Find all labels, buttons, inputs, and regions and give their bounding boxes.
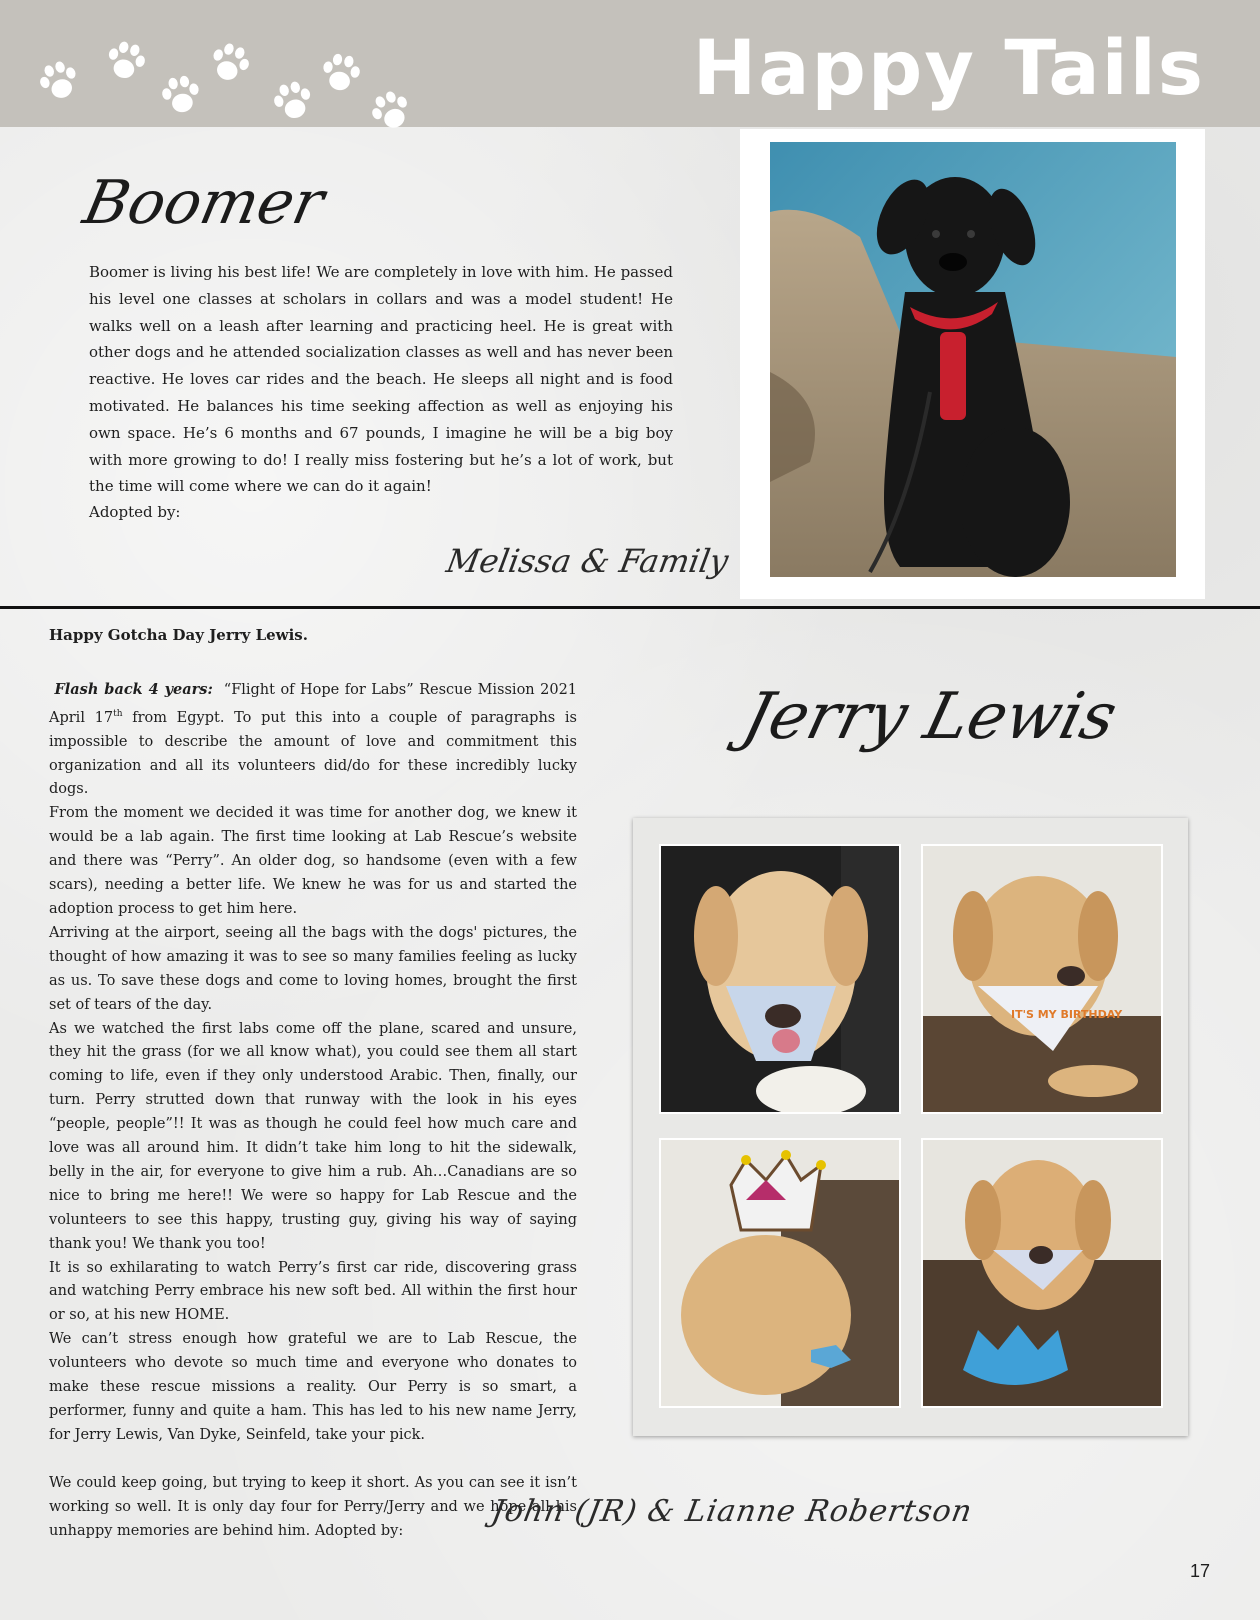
jerry-photo-1 — [661, 846, 899, 1112]
jerry-adopter-signature: John (JR) & Lianne Robertson — [488, 1494, 976, 1529]
jerry-heading: Happy Gotcha Day Jerry Lewis. — [49, 626, 308, 644]
jerry-paragraph: It is so exhilarating to watch Perry’s first car ride, discovering grass and watching Perry embrace his new soft bed. All within the first hour or so, at his new HOME. — [49, 1259, 577, 1324]
jerry-story — [49, 678, 577, 1543]
boomer-story: Boomer is living his best life! We are completely in love with him. He passed his level one classes at scholars in collars and was a model student! He walks well on a leash after learning and practicing heel. He is great with other dogs and he attended socialization classes as well and has never been reactive. He loves car rides and the beach. He sleeps all night and is food motivated. He balances his time seeking affection as well as enjoying his own space. He’s 6 months and 67 pounds, I imagine he will be a big boy with more growing to do! I really miss fostering but he’s a lot of work, but the time will come where we can do it again! — [89, 263, 673, 496]
paw-print-icon — [314, 46, 367, 99]
boomer-title: Boomer — [77, 168, 330, 238]
boomer-photo — [770, 142, 1176, 577]
jerry-intro-b: from Egypt. To put this into a couple of paragraphs is impossible to describe the amount of love and commitment this organization and all its volunteers did/do for these incredibly lucky dogs. — [49, 709, 577, 798]
jerry-intro — [49, 678, 577, 802]
bandana-text: IT'S MY BIRTHDAY — [1011, 1008, 1123, 1021]
section-divider — [0, 606, 1260, 609]
jerry-intro-a: “Flight of Hope for Labs” Rescue Mission 2021 April 17 — [49, 682, 578, 726]
flashback-label: Flash back 4 years: — [54, 681, 213, 698]
jerry-intro-sup: th — [113, 708, 123, 719]
jerry-photo-3 — [661, 1140, 899, 1406]
page-title: Happy Tails — [692, 23, 1205, 112]
paragraph-gap — [49, 1448, 577, 1472]
jerry-title: Jerry Lewis — [735, 680, 1124, 754]
jerry-photo-4 — [923, 1140, 1161, 1406]
boomer-adopter-signature: Melissa & Family — [443, 542, 732, 580]
jerry-closing: We could keep going, but trying to keep it short. As you can see it isn’t working so well. It is only day four for Perry/Jerry and we hope all his unhappy memories are behind him. Adopted by: — [49, 1474, 577, 1539]
boomer-adopted-label: Adopted by: — [89, 503, 181, 521]
jerry-photo-collage — [633, 818, 1188, 1436]
jerry-photo-2 — [923, 846, 1161, 1112]
jerry-paragraph: From the moment we decided it was time for another dog, we knew it would be a lab again. The first time looking at Lab Rescue’s website and there was “Perry”. An older dog, so handsome (even with a few scars), needing a better life. We knew he was for us and started the adoption process to get him here. — [49, 805, 577, 917]
jerry-paragraph: Arriving at the airport, seeing all the bags with the dogs' pictures, the thought of how amazing it was to see so many families feeling as lucky as us. To save these dogs and come to loving homes, brought the first set of tears of the day. — [49, 924, 577, 1013]
jerry-paragraph: As we watched the first labs come off the plane, scared and unsure, they hit the grass (for we all know what), you could see them all start coming to life, even if they only understood Arabic. Then, finally, our turn. Perry strutted down that runway with the look in his eyes “people, people”!! It was as though he could feel how much care and love was all around him. It didn’t take him long to hit the sidewalk, belly in the air, for everyone to give him a rub. Ah…Canadians are so nice to bring me here!! We were so happy for Lab Rescue and the volunteers to see this happy, trusting guy, giving his way of saying thank you! We thank you too! — [49, 1020, 577, 1252]
jerry-paragraph: We can’t stress enough how grateful we are to Lab Rescue, the volunteers who devote so much time and everyone who donates to make these rescue missions a reality. Our Perry is so smart, a performer, funny and quite a ham. This has led to his new name Jerry, for Jerry Lewis, Van Dyke, Seinfeld, take your pick. — [49, 1331, 577, 1443]
page-number: 17 — [1190, 1561, 1211, 1581]
